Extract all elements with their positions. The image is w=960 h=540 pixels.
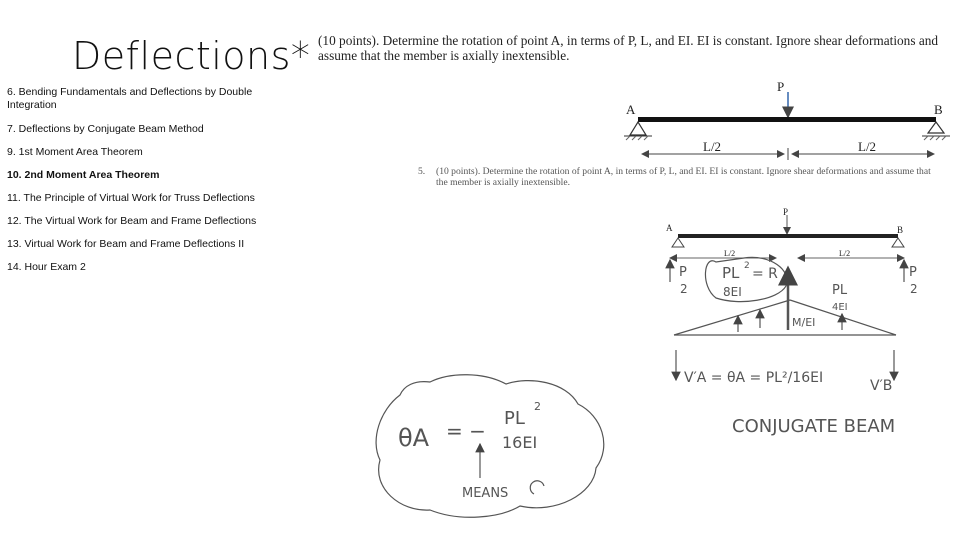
span-label-right: L/2 [858, 139, 877, 154]
hw-conjugate-beam: CONJUGATE BEAM [732, 416, 896, 437]
topic-item: 14. Hour Exam 2 [7, 261, 86, 273]
hw-reaction-left-num: P [679, 265, 687, 280]
span-label-left: L/2 [703, 139, 722, 154]
scan-load-label: P [783, 207, 789, 217]
topic-item: 13. Virtual Work for Beam and Frame Deflections II [7, 238, 245, 250]
topic-item: 7. Deflections by Conjugate Beam Method [7, 123, 204, 135]
hw-theta-den: 16EI [502, 433, 538, 452]
topic-item: 12. The Virtual Work for Beam and Frame Deflections [7, 215, 257, 227]
beam [638, 117, 936, 122]
hw-center-num: PL [722, 264, 740, 282]
topic-item: 6. Bending Fundamentals and Deflections by Double Integration [7, 86, 253, 111]
scan-span-left: L/2 [724, 249, 736, 258]
hw-peak-num: PL [832, 283, 848, 298]
hw-center-exp: 2 [744, 261, 750, 271]
hw-m-over-ei: M/EI [792, 316, 816, 329]
pin-support-a [624, 122, 652, 140]
scanned-beam-diagram [666, 207, 904, 258]
problem-statement: (10 points). Determine the rotation of point A, in terms of P, L, and EI. EI is constant. Ignore shear deformations and assume that the member is axially inextensible. [318, 33, 939, 63]
roller-support-b [922, 122, 950, 140]
hw-theta-eq: = − [446, 419, 486, 443]
scanned-problem-statement: (10 points). Determine the rotation of point A, in terms of P, L, and EI. EI is constant. Ignore shear deformations and assume that the member is axially inextensible. [436, 166, 931, 188]
support-label-a: A [626, 102, 636, 117]
topic-item: 11. The Principle of Virtual Work for Truss Deflections [7, 192, 255, 204]
hw-peak-den: 4EI [832, 302, 848, 313]
hw-reaction-left-den: 2 [680, 282, 688, 296]
hw-vb: V′B [870, 378, 893, 394]
hw-reaction-right-num: P [909, 265, 917, 280]
beam-diagram [624, 79, 950, 160]
slide-title: Deflections* [72, 34, 311, 78]
problem-number: 5. [418, 166, 426, 177]
hw-va-eq: V′A = θA = PL²/16EI [684, 370, 824, 386]
support-label-b: B [934, 102, 943, 117]
hw-theta-exp: 2 [534, 400, 541, 413]
scan-label-b: B [897, 225, 904, 235]
load-label: P [777, 79, 785, 94]
scan-label-a: A [666, 223, 673, 233]
hw-means: MEANS [462, 486, 509, 501]
scan-beam [678, 234, 898, 238]
scan-span-right: L/2 [839, 249, 851, 258]
hw-theta-num: PL [504, 408, 525, 429]
hw-center-eq: = R [752, 266, 778, 282]
hw-center-den: 8EI [723, 285, 742, 299]
handwritten-labels [398, 261, 918, 501]
topic-item: 9. 1st Moment Area Theorem [7, 146, 143, 158]
hw-reaction-right-den: 2 [910, 282, 918, 296]
hw-theta-a: θA [398, 424, 430, 452]
handwritten-solution [376, 257, 904, 517]
topic-item-current: 10. 2nd Moment Area Theorem [7, 169, 160, 181]
